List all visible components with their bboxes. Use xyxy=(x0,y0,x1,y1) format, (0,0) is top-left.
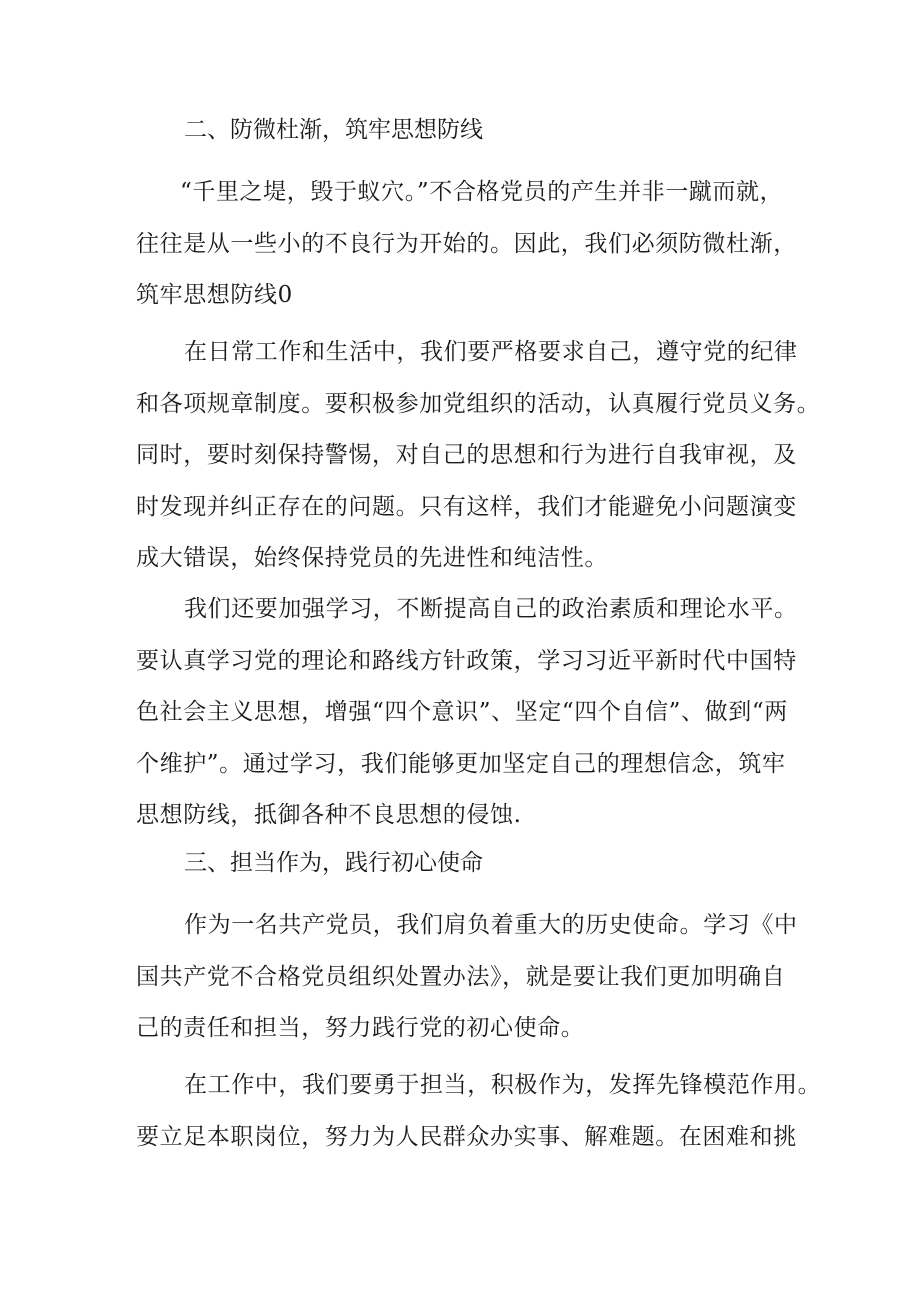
text-line: 国共产党不合格党员组织处置办法》，就是要让我们更加明确自 xyxy=(136,963,786,990)
text-line: 在日常工作和生活中，我们要严格要求自己，遵守党的纪律 xyxy=(184,339,798,365)
text-line: 往往是从一些小的不良行为开始的。因此，我们必须防微杜渐， xyxy=(136,230,797,257)
section-heading-2: 二、防微杜渐，筑牢思想防线 xyxy=(184,117,483,143)
paragraph-2-2 xyxy=(136,327,821,585)
text-line: 己的责任和担当，努力践行党的初心使命。 xyxy=(136,1015,585,1041)
text-line: 时发现并纠正存在的问题。只有这样，我们才能避免小问题演变 xyxy=(136,493,797,520)
text-line: 同时，要时刻保持警惕，对自己的思想和行为进行自我审视，及 xyxy=(136,442,797,468)
text-line: 在工作中，我们要勇于担当，积极作为，发挥先锋模范作用。 xyxy=(184,1072,822,1098)
paragraph-3-1 xyxy=(136,900,796,1055)
paragraph-3-2 xyxy=(136,1060,822,1163)
text-line: 要立足本职岗位，努力为人民群众办实事、解难题。在困难和挑 xyxy=(136,1123,797,1150)
text-line: 成大错误，始终保持党员的先进性和纯洁性。 xyxy=(136,545,608,571)
text-line: “千里之堤，毁于蚁穴。”不合格党员的产生并非一蹴而就， xyxy=(180,179,784,205)
text-line: 筑牢思想防线0 xyxy=(136,282,293,308)
text-line: 我们还要加强学习，不断提高自己的政治素质和理论水平。 xyxy=(184,596,798,622)
text-line: 和各项规章制度。要积极参加党组织的活动，认真履行党员义务。 xyxy=(136,390,821,417)
text-line: 作为一名共产党员，我们肩负着重大的历史使命。学习《中 xyxy=(184,912,798,938)
text-line: 个维护”。通过学习，我们能够更加坚定自己的理想信念，筑牢 xyxy=(136,750,786,777)
paragraph-2-3 xyxy=(136,584,796,842)
text-line: 色社会主义思想，增强“四个意识”、坚定“四个自信”、做到“两 xyxy=(136,699,788,725)
text-line: 要认真学习党的理论和路线方针政策，学习习近平新时代中国特 xyxy=(136,647,797,674)
paragraph-2-1 xyxy=(136,167,796,322)
text-line: 思想防线，抵御各种不良思想的侵蚀. xyxy=(136,802,522,828)
section-heading-3: 三、担当作为，践行初心使命 xyxy=(184,850,483,876)
